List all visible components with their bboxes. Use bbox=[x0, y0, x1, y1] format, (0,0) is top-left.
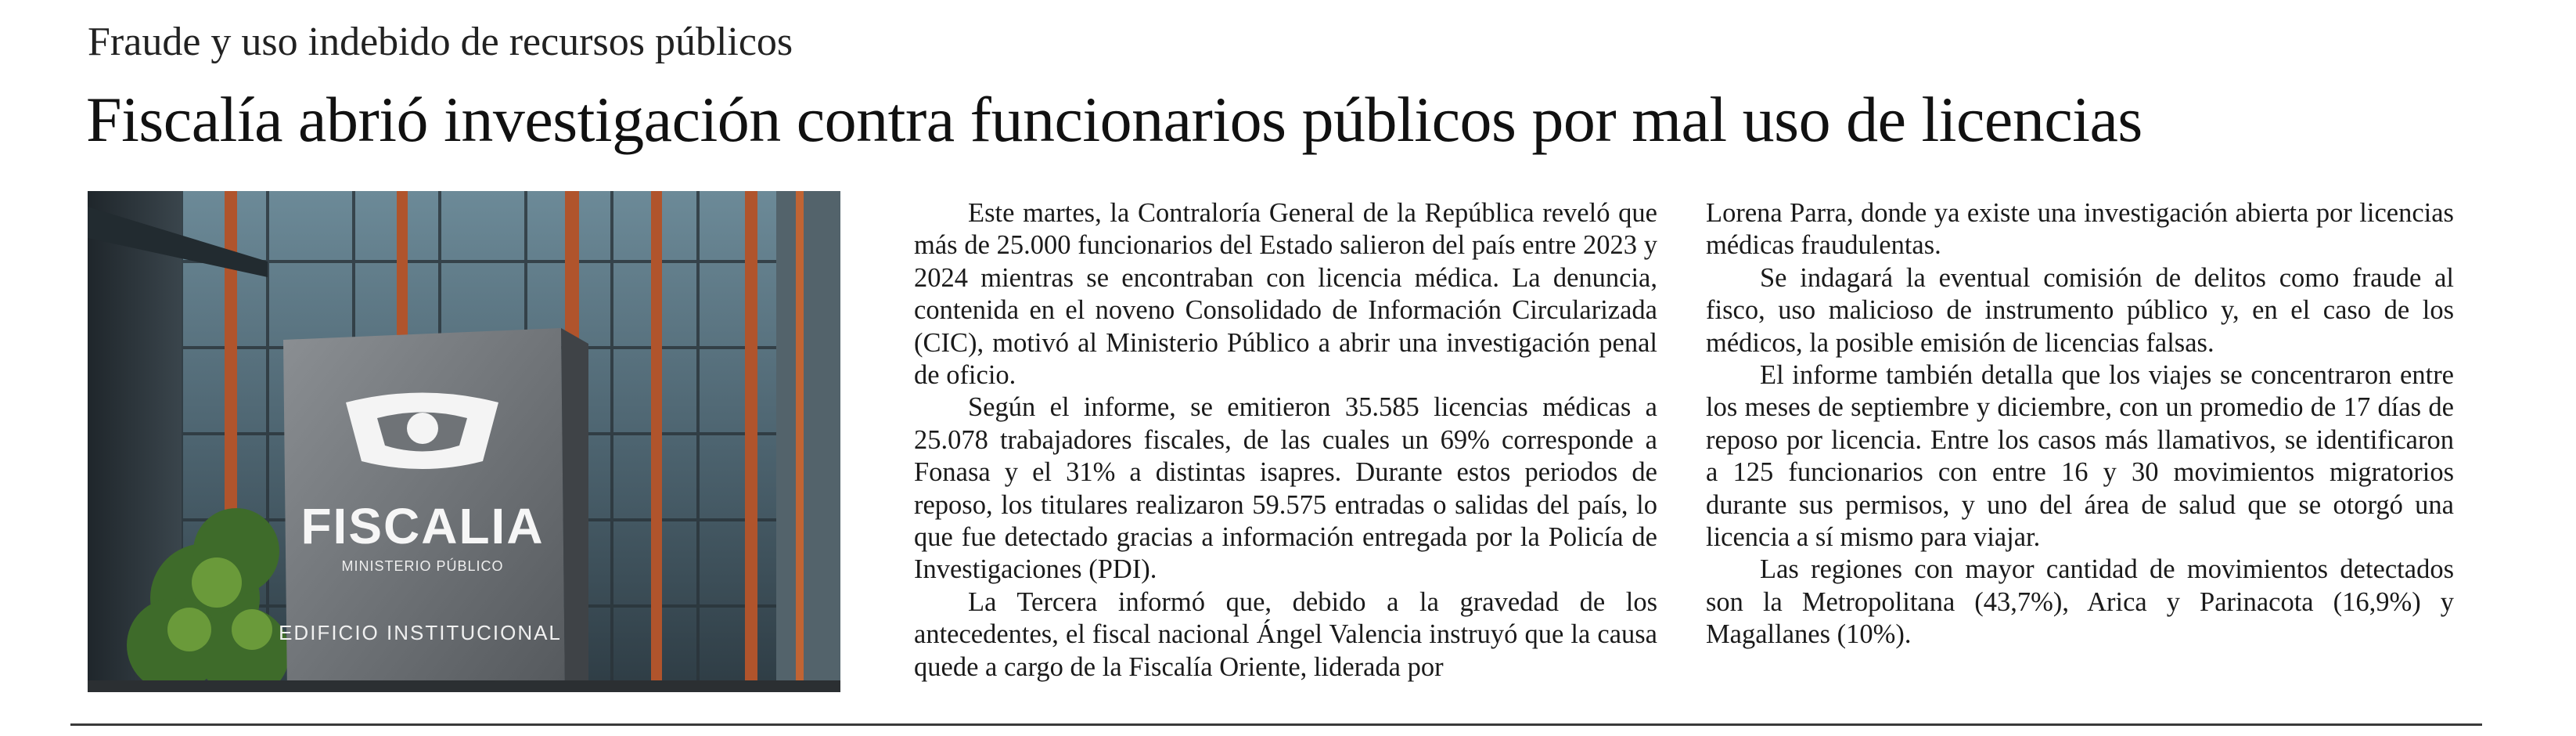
article-paragraph: La Tercera informó que, debido a la gravedad de los antecedentes, el fiscal nacional Ángel Valencia instruyó que la causa quede a cargo de la Fiscalía Oriente, liderada por bbox=[914, 586, 1657, 682]
article-column-1 bbox=[914, 197, 1657, 684]
article-paragraph: El informe también detalla que los viajes se concentraron entre los meses de septiembre y diciembre, con un promedio de 17 días de reposo por licencia. Entre los casos más llamativos, se identificaron a 125 funcionarios con entre 16 y 30 movimientos migratorios durante sus permisos, y uno del área de salud que se otorgó una licencia a sí mismo para viajar. bbox=[1706, 360, 2454, 553]
sign-name-text: FISCALIA bbox=[300, 498, 545, 554]
article-paragraph: Las regiones con mayor cantidad de movimientos detectados son la Metropolitana (43,7%), Arica y Parinacota (16,9%) y Magallanes (10%). bbox=[1706, 554, 2454, 650]
article-paragraph: Este martes, la Contraloría General de la República reveló que más de 25.000 funcionarios del Estado salieron del país entre 2023 y 2024 mientras se encontraban con licencia médica. La denuncia, contenida en el noveno Consolidado de Información Circularizada (CIC), motivó al Ministerio Público a abrir una investigación penal de oficio. bbox=[914, 198, 1657, 391]
article-headline: Fiscalía abrió investigación contra funcionarios públicos por mal uso de licencias bbox=[86, 84, 2142, 155]
sign-subtitle-text: MINISTERIO PÚBLICO bbox=[341, 558, 504, 574]
sign-building-text: EDIFICIO INSTITUCIONAL bbox=[279, 621, 562, 644]
article-paragraph: Según el informe, se emitieron 35.585 licencias médicas a 25.078 trabajadores fiscales, de las cuales un 69% corresponde a Fonasa y el 31% a distintas isapres. Durante estos periodos de reposo, los titulares realizaron 59.575 entradas o salidas del país, lo que fue detectado gracias a información entregada por la Policía de Investigaciones (PDI). bbox=[914, 392, 1657, 585]
article-kicker: Fraude y uso indebido de recursos públicos bbox=[88, 20, 793, 64]
article-photo bbox=[88, 191, 840, 692]
article-column-2 bbox=[1706, 197, 2454, 651]
bottom-rule bbox=[70, 723, 2482, 726]
article-paragraph: Se indagará la eventual comisión de delitos como fraude al fisco, uso malicioso de instrumento público y, en el caso de los médicos, la posible emisión de licencias falsas. bbox=[1706, 262, 2454, 358]
article-paragraph: Lorena Parra, donde ya existe una investigación abierta por licencias médicas fraudulentas. bbox=[1706, 198, 2454, 261]
